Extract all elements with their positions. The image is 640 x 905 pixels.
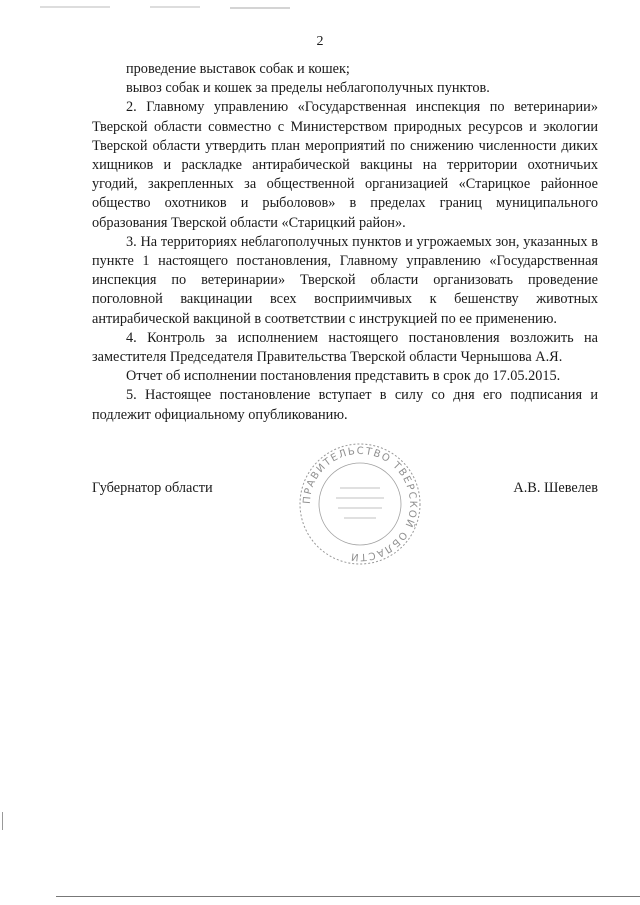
signatory-position: Губернатор области	[92, 480, 213, 496]
paragraph: вывоз собак и кошек за пределы неблагополучных пунктов.	[126, 80, 490, 97]
document-body	[92, 60, 598, 425]
paragraph: 3. На территориях неблагополучных пунктов и угрожаемых зон, указанных в пункте 1 настоящего постановления, Главному управлению «Государственная инспекция по ветеринарии» Тверской области организовать проведение поголовной вакцинации всех восприимчивых к бешенству животных антирабической вакциной в соответствии с инструкцией по ее применению.	[92, 233, 598, 327]
signatory-name: А.В. Шевелев	[513, 480, 598, 496]
scan-top-marks	[0, 0, 640, 8]
paragraph: проведение выставок собак и кошек;	[126, 61, 350, 77]
official-seal-icon	[296, 440, 424, 568]
page-number: 2	[316, 34, 324, 49]
paragraph: 5. Настоящее постановление вступает в силу со дня его подписания и подлежит официальному опубликованию.	[92, 387, 598, 423]
scan-bottom-edge	[56, 896, 640, 897]
scan-edge-mark	[2, 812, 3, 830]
paragraph: 4. Контроль за исполнением настоящего постановления возложить на заместителя Председателя Правительства Тверской области Чернышова А.Я.	[92, 329, 598, 366]
seal-ring-text: ПРАВИТЕЛЬСТВО ТВЕРСКОЙ ОБЛАСТИ	[301, 445, 419, 563]
paragraph: 2. Главному управлению «Государственная инспекция по ветеринарии» Тверской области совместно с Министерством природных ресурсов и экологии Тверской области утвердить план мероприятий по снижению численности диких хищников и раскладке антирабической вакцины на территории охотничьих угодий, закрепленных за общественной организацией «Старицкое районное общество охотников и рыболовов» в пределах границ муниципального образования Тверской области «Старицкий район».	[92, 99, 598, 231]
paragraph: Отчет об исполнении постановления представить в срок до 17.05.2015.	[126, 368, 561, 385]
